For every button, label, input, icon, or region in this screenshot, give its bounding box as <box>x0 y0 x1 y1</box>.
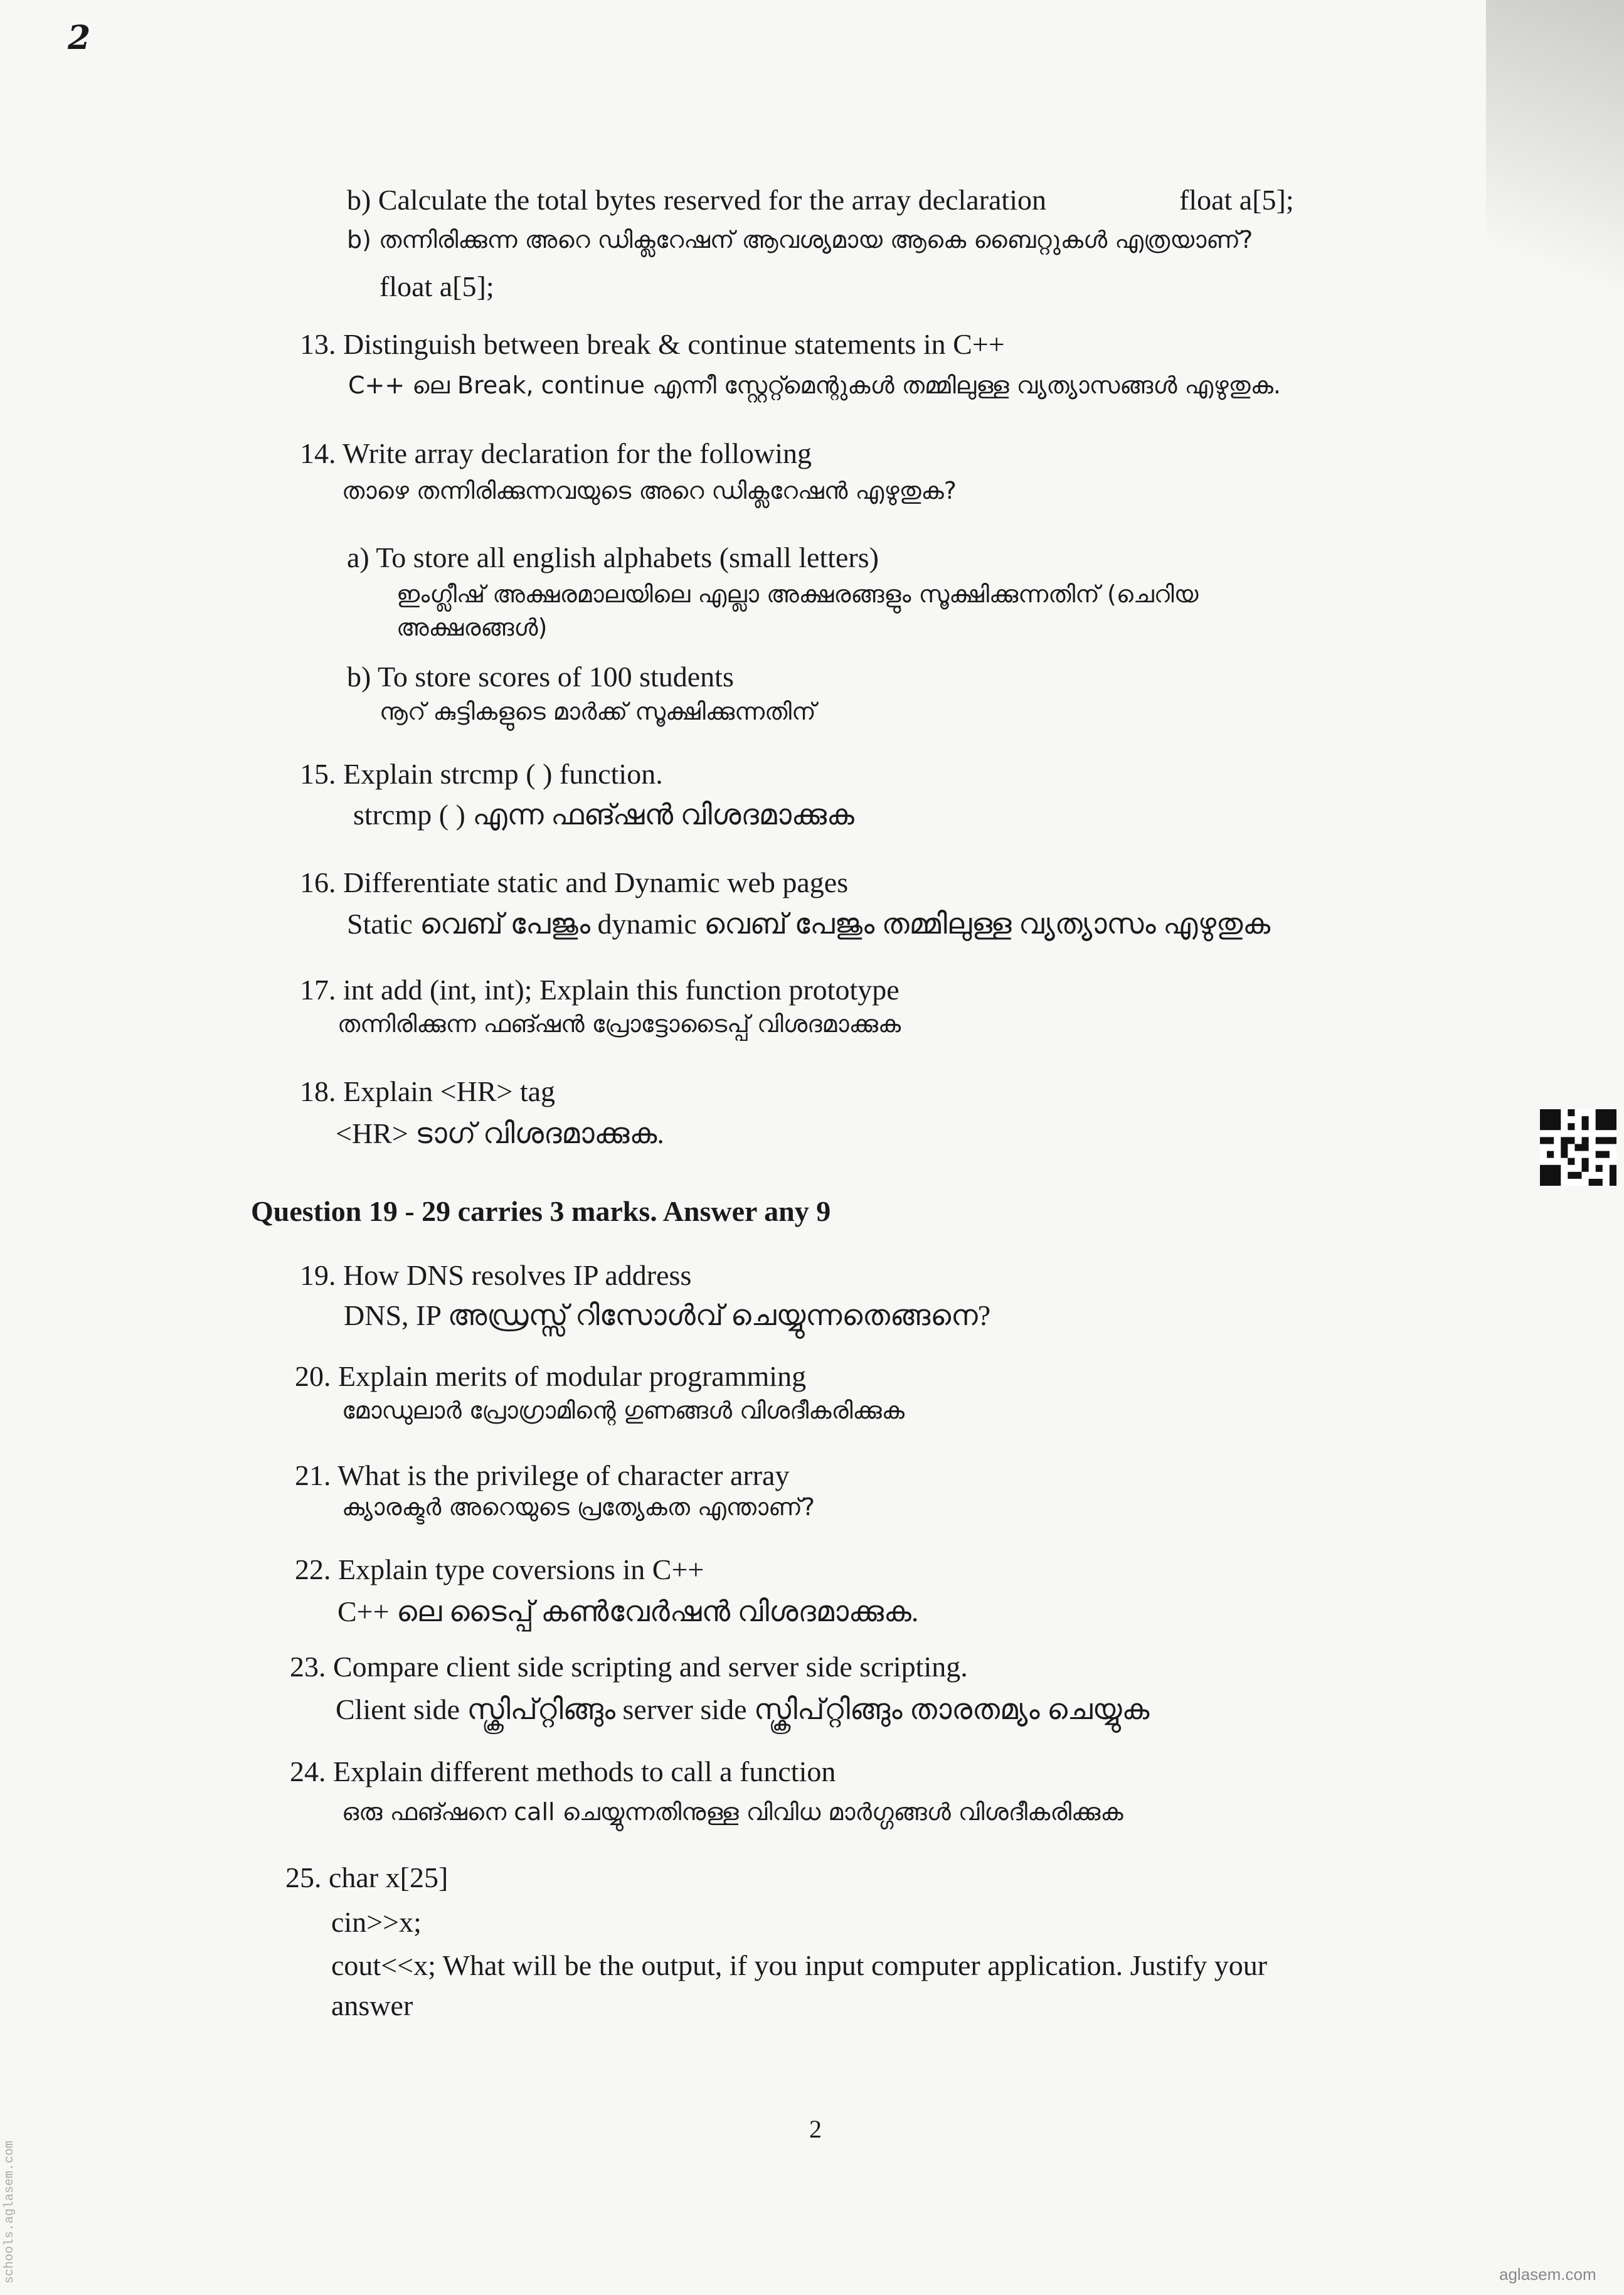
q12b-text: b) Calculate the total bytes reserved for the array declaration <box>347 184 1046 216</box>
section-heading: Question 19 - 29 carries 3 marks. Answer any 9 <box>251 1195 831 1227</box>
q16-ml: Static വെബ് പേജും dynamic വെബ് പേജും തമ്മിലുള്ള വ്യത്യാസം എഴുതുക <box>347 908 1271 940</box>
q14-ml: താഴെ തന്നിരിക്കുന്നവയുടെ അറെ ഡിക്ലറേഷൻ എഴുതുക? <box>342 477 957 504</box>
q23-ml: Client side സ്ക്രിപ്റ്റിങ്ങും server side സ്ക്രിപ്റ്റിങ്ങും താരതമ്യം ചെയ്യുക <box>336 1693 1150 1725</box>
q14-text: 14. Write array declaration for the following <box>300 437 812 469</box>
q14b-text: b) To store scores of 100 students <box>347 661 734 693</box>
q13-text: 13. Distinguish between break & continue statements in C++ <box>300 328 1005 360</box>
q25-line-1: 25. char x[25] <box>285 1861 448 1893</box>
q17-text: 17. int add (int, int); Explain this function prototype <box>300 974 900 1006</box>
q17-ml: തന്നിരിക്കുന്ന ഫങ്ഷൻ പ്രോട്ടോടൈപ്പ് വിശദമാക്കുക <box>337 1010 901 1038</box>
q25-line-2: cin>>x; <box>331 1906 422 1938</box>
q24-text: 24. Explain different methods to call a function <box>290 1755 836 1787</box>
q15-text: 15. Explain strcmp ( ) function. <box>300 758 663 790</box>
q21-text: 21. What is the privilege of character array <box>295 1459 790 1491</box>
q22-ml: C++ ലെ ടൈപ്പ് കൺവേർഷൻ വിശദമാക്കുക. <box>337 1595 919 1627</box>
q14b-ml: നൂറ് കുട്ടികളുടെ മാർക്ക് സൂക്ഷിക്കുന്നതിന് <box>379 698 816 725</box>
scan-shadow <box>1486 0 1624 376</box>
q25-line-3: cout<<x; What will be the output, if you input computer application. Justify your <box>331 1949 1268 1981</box>
q20-text: 20. Explain merits of modular programming <box>295 1360 807 1392</box>
q12b-code: float a[5]; <box>1179 184 1294 216</box>
q22-text: 22. Explain type coversions in C++ <box>295 1553 704 1585</box>
page-mark: 2 <box>68 19 91 57</box>
q14a-ml-1: ഇംഗ്ലീഷ് അക്ഷരമാലയിലെ എല്ലാ അക്ഷരങ്ങളും സൂക്ഷിക്കുന്നതിന് (ചെറിയ <box>396 580 1199 608</box>
q19-text: 19. How DNS resolves IP address <box>300 1259 692 1291</box>
q19-ml: DNS, IP അഡ്രസ്സ് റിസോൾവ് ചെയ്യുന്നതെങ്ങനെ? <box>344 1299 991 1331</box>
page-number: 2 <box>809 2115 822 2143</box>
footer-watermark: aglasem.com <box>1499 2265 1596 2284</box>
q15-ml: strcmp ( ) എന്ന ഫങ്ഷൻ വിശദമാക്കുക <box>353 799 854 831</box>
q23-text: 23. Compare client side scripting and server side scripting. <box>290 1651 968 1683</box>
q18-text: 18. Explain <HR> tag <box>300 1075 556 1107</box>
side-watermark: schools.aglasem.com <box>3 2140 17 2284</box>
q14a-text: a) To store all english alphabets (small letters) <box>347 541 879 573</box>
q14a-ml-2: അക്ഷരങ്ങൾ) <box>396 614 548 641</box>
q24-ml: ഒരു ഫങ്ഷനെ call ചെയ്യുന്നതിനുള്ള വിവിധ മാർഗ്ഗങ്ങൾ വിശദീകരിക്കുക <box>342 1798 1123 1826</box>
q20-ml: മോഡുലാർ പ്രോഗ്രാമിന്റെ ഗുണങ്ങൾ വിശദീകരിക്കുക <box>342 1397 905 1424</box>
q21-ml: ക്യാരക്ടർ അറെയുടെ പ്രത്യേകത എന്താണ്? <box>342 1493 815 1521</box>
q12b-ml-code: float a[5]; <box>379 270 494 302</box>
q18-ml: <HR> ടാഗ് വിശദമാക്കുക. <box>336 1117 664 1149</box>
q25-line-4: answer <box>331 1989 413 2021</box>
q16-text: 16. Differentiate static and Dynamic web pages <box>300 866 849 898</box>
q13-ml: C++ ലെ Break, continue എന്നീ സ്റ്റേറ്റ്മെന്റുകൾ തമ്മിലുള്ള വ്യത്യാസങ്ങൾ എഴുതുക. <box>348 371 1281 399</box>
qr-code-icon <box>1540 1109 1616 1186</box>
q12b-ml: b) തന്നിരിക്കുന്ന അറെ ഡിക്ലറേഷന് ആവശ്യമായ ആകെ ബൈറ്റുകൾ എത്രയാണ്? <box>347 226 1253 253</box>
